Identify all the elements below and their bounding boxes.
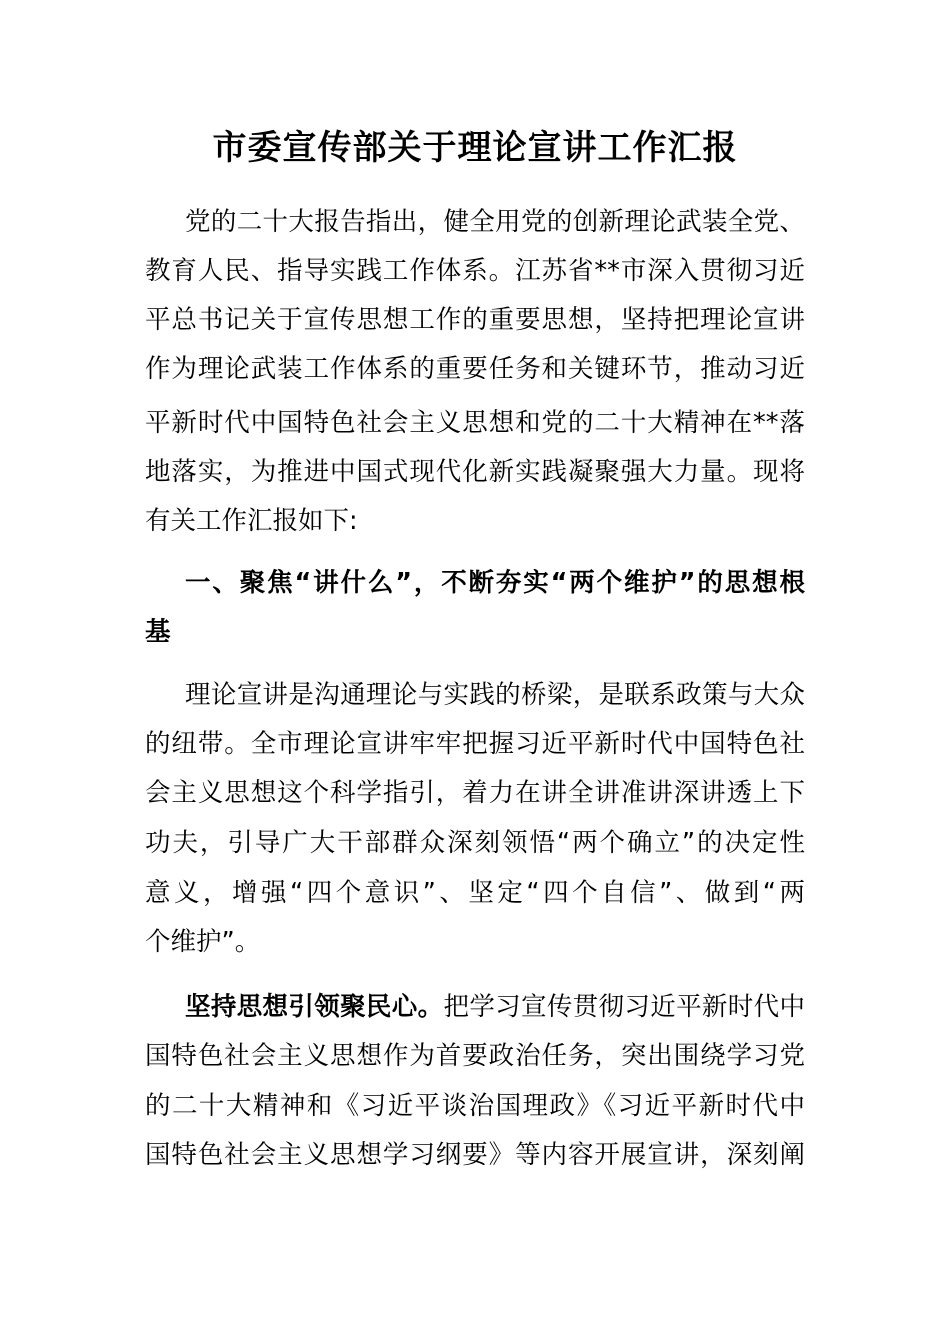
paragraph-line: 理论宣讲是沟通理论与实践的桥梁，是联系政策与大众: [185, 680, 805, 710]
intro-line: 平新时代中国特色社会主义思想和党的二十大精神在**落: [145, 408, 805, 438]
point-line: 的二十大精神和《习近平谈治国理政》《习近平新时代中: [145, 1091, 805, 1121]
intro-line: 地落实，为推进中国式现代化新实践凝聚强大力量。现将: [145, 457, 805, 487]
document-title: 市委宣传部关于理论宣讲工作汇报: [212, 128, 738, 168]
paragraph-line: 功夫，引导广大干部群众深刻领悟“两个确立”的决定性: [145, 828, 805, 858]
intro-line: 平总书记关于宣传思想工作的重要思想，坚持把理论宣讲: [145, 305, 805, 335]
paragraph-line: 意义，增强“四个意识”、坚定“四个自信”、做到“两: [145, 878, 805, 908]
intro-line: 党的二十大报告指出，健全用党的创新理论武装全党、: [185, 207, 805, 237]
intro-line: 教育人民、指导实践工作体系。江苏省**市深入贯彻习近: [145, 256, 805, 286]
section-heading-line: 一、聚焦“讲什么”，不断夯实“两个维护”的思想根: [185, 568, 805, 598]
point-first-line: [185, 982, 805, 1032]
section-heading-line: 基: [145, 617, 171, 647]
intro-line: 有关工作汇报如下:: [145, 506, 358, 536]
point-first-line-rest: 把学习宣传贯彻习近平新时代中: [443, 992, 805, 1022]
intro-line: 作为理论武装工作体系的重要任务和关键环节，推动习近: [145, 354, 805, 384]
paragraph-line: 的纽带。全市理论宣讲牢牢把握习近平新时代中国特色社: [145, 729, 805, 759]
point-line: 国特色社会主义思想作为首要政治任务，突出围绕学习党: [145, 1041, 805, 1071]
point-line: 国特色社会主义思想学习纲要》等内容开展宣讲，深刻阐: [145, 1140, 805, 1170]
point-lead: 坚持思想引领聚民心。: [185, 992, 444, 1022]
paragraph-line: 个维护”。: [145, 927, 261, 957]
paragraph-line: 会主义思想这个科学指引，着力在讲全讲准讲深讲透上下: [145, 778, 805, 808]
